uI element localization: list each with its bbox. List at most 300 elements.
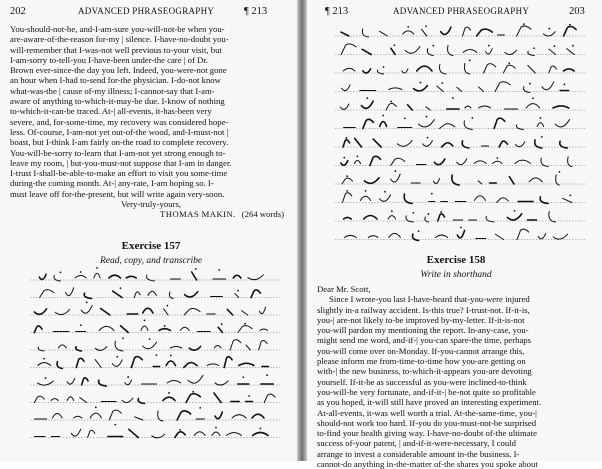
shorthand-stroke — [113, 291, 122, 297]
letter-text — [10, 24, 292, 220]
shorthand-stroke — [342, 85, 351, 91]
shorthand-vowel-dot — [471, 117, 473, 119]
shorthand-vowel-dot — [95, 406, 97, 408]
shorthand-stroke — [379, 195, 390, 202]
shorthand-vowel-dot — [540, 117, 542, 119]
text-line: Brown ever-since-the day you left. Indeed, you-were-not gone — [10, 65, 227, 76]
text-line: must leave off for-the-present, but will write again very-soon. — [10, 188, 225, 199]
shorthand-stroke — [402, 69, 408, 73]
shorthand-vowel-dot — [533, 47, 535, 49]
shorthand-stroke — [143, 342, 157, 349]
shorthand-vowel-dot — [248, 395, 250, 397]
text-line: I-trust I-shall-be-able-to-make an effort to visit you some-time — [10, 168, 228, 179]
shorthand-vowel-dot — [96, 267, 98, 269]
shorthand-vowel-dot — [529, 83, 531, 85]
shorthand-stroke — [377, 70, 383, 74]
shorthand-vowel-dot — [394, 44, 396, 46]
shorthand-stroke — [52, 414, 62, 418]
shorthand-stroke — [141, 326, 148, 331]
text-line: you-will come over on-Monday. If-you-cannot arrange this, — [317, 345, 525, 356]
shorthand-stroke — [380, 31, 388, 36]
text-line: an hour when I-had to-send for-the physician. I-do-not know — [10, 75, 221, 86]
shorthand-stroke — [235, 294, 239, 298]
shorthand-stroke — [260, 329, 268, 331]
shorthand-stroke — [170, 346, 182, 348]
shorthand-stroke — [528, 51, 534, 55]
shorthand-stroke — [494, 118, 505, 128]
shorthand-stroke — [259, 341, 268, 350]
shorthand-stroke — [344, 235, 356, 237]
shorthand-stroke — [457, 159, 467, 165]
shorthand-vowel-dot — [164, 325, 166, 327]
shorthand-stroke — [373, 139, 381, 147]
shorthand-stroke — [442, 143, 453, 147]
left-page-number: 202 — [10, 6, 26, 17]
shorthand-stroke — [207, 364, 219, 366]
shorthand-stroke — [115, 341, 123, 351]
shorthand-vowel-dot — [391, 210, 393, 212]
shorthand-stroke — [167, 380, 180, 383]
shorthand-stroke — [549, 66, 557, 73]
shorthand-stroke — [389, 88, 402, 90]
shorthand-outlines — [335, 24, 585, 254]
shorthand-vowel-dot — [572, 45, 574, 47]
shorthand-stroke — [226, 433, 241, 436]
shorthand-stroke — [526, 104, 539, 108]
shorthand-vowel-dot — [469, 59, 471, 61]
shorthand-stroke — [90, 413, 101, 418]
shorthand-stroke — [94, 273, 100, 278]
shorthand-stroke — [493, 161, 502, 163]
shorthand-vowel-dot — [346, 190, 348, 192]
shorthand-stroke — [448, 45, 453, 55]
shorthand-stroke — [440, 124, 455, 129]
shorthand-stroke — [341, 161, 348, 166]
text-line: you-will pardon my mentioning the report. In-any-case, you- — [317, 325, 529, 336]
shorthand-vowel-dot — [179, 429, 181, 431]
text-line: are-aware-of-the-reason for-my | silence. I-have-no-doubt you- — [10, 34, 229, 45]
shorthand-stroke — [246, 345, 250, 350]
shorthand-stroke — [414, 86, 428, 91]
shorthand-vowel-dot — [195, 268, 197, 270]
shorthand-stroke — [355, 138, 362, 147]
shorthand-stroke — [99, 326, 114, 330]
shorthand-stroke — [251, 290, 260, 298]
exercise-158-subtitle: Write in shorthand — [420, 270, 492, 280]
shorthand-stroke — [214, 346, 221, 348]
shorthand-vowel-dot — [508, 62, 510, 64]
exercise-158-text — [317, 284, 597, 469]
shorthand-vowel-dot — [431, 193, 433, 195]
shorthand-stroke — [495, 234, 503, 239]
shorthand-stroke — [541, 158, 548, 166]
shorthand-vowel-dot — [426, 116, 428, 118]
shorthand-stroke — [186, 394, 200, 403]
shorthand-stroke — [184, 363, 197, 368]
shorthand-stroke — [553, 234, 567, 239]
text-line: please inform me from-time-to-time how you-are getting on — [317, 356, 526, 367]
shorthand-stroke — [81, 305, 92, 313]
shorthand-stroke — [479, 87, 484, 92]
shorthand-stroke — [380, 122, 387, 127]
shorthand-stroke — [370, 156, 381, 165]
shorthand-stroke — [563, 69, 574, 71]
shorthand-stroke — [125, 380, 132, 385]
shorthand-vowel-dot — [425, 25, 427, 27]
shorthand-vowel-dot — [366, 97, 368, 99]
shorthand-vowel-dot — [127, 376, 129, 378]
shorthand-vowel-dot — [554, 45, 556, 47]
shorthand-stroke — [259, 307, 265, 314]
shorthand-stroke — [364, 215, 377, 219]
shorthand-stroke — [495, 82, 510, 92]
shorthand-exercise-156-continued — [335, 24, 585, 254]
shorthand-stroke — [386, 103, 396, 110]
shorthand-stroke — [112, 360, 122, 367]
shorthand-stroke — [517, 26, 531, 36]
text-line: you-| are-not likely to-be improved by-my-letter. If-it-is-not — [317, 314, 525, 325]
text-line: will-remember that I-was-not well previous to-your visit, but — [10, 44, 222, 55]
shorthand-stroke — [109, 275, 121, 278]
shorthand-stroke — [464, 121, 472, 130]
shorthand-stroke — [405, 46, 420, 53]
shorthand-vowel-dot — [382, 115, 384, 117]
shorthand-vowel-dot — [488, 45, 490, 47]
shorthand-vowel-dot — [43, 358, 45, 360]
left-running-head: ADVANCED PHRASEOGRAPHY — [78, 6, 215, 16]
shorthand-vowel-dot — [218, 269, 220, 271]
shorthand-stroke — [363, 69, 371, 73]
shorthand-stroke — [437, 86, 444, 92]
shorthand-stroke — [51, 399, 58, 401]
left-section-mark: ¶ 213 — [244, 6, 268, 17]
shorthand-vowel-dot — [407, 26, 409, 28]
shorthand-vowel-dot — [563, 83, 565, 85]
shorthand-stroke — [135, 417, 143, 420]
shorthand-stroke — [152, 434, 165, 438]
text-line: during-the coming month. At-| any-rate, I-am hoping so. I- — [10, 178, 214, 189]
right-page — [307, 0, 602, 469]
shorthand-stroke — [507, 214, 521, 220]
shorthand-stroke — [549, 49, 556, 54]
shorthand-stroke — [34, 396, 44, 402]
salutation: Dear Mr. Scott, — [317, 284, 371, 294]
text-line: I-am-sorry to-tell-you I-have-been under-the care | of Dr. — [10, 54, 208, 65]
shorthand-vowel-dot — [221, 323, 223, 325]
shorthand-vowel-dot — [384, 191, 386, 193]
shorthand-stroke — [404, 194, 412, 203]
shorthand-stroke — [239, 363, 254, 365]
shorthand-stroke — [438, 214, 445, 221]
shorthand-stroke — [252, 414, 264, 418]
shorthand-stroke — [540, 197, 548, 204]
shorthand-vowel-dot — [215, 427, 217, 429]
shorthand-stroke — [264, 394, 275, 403]
shorthand-vowel-dot — [242, 376, 244, 378]
shorthand-stroke — [57, 362, 62, 369]
shorthand-vowel-dot — [569, 24, 571, 26]
shorthand-stroke — [143, 308, 153, 313]
shorthand-stroke — [423, 141, 433, 147]
shorthand-stroke — [230, 340, 241, 350]
shorthand-vowel-dot — [404, 117, 406, 119]
shorthand-stroke — [95, 347, 107, 351]
shorthand-vowel-dot — [496, 157, 498, 159]
shorthand-stroke — [463, 27, 471, 36]
shorthand-stroke — [391, 48, 395, 54]
shorthand-stroke — [516, 125, 523, 130]
shorthand-stroke — [553, 106, 569, 108]
shorthand-vowel-dot — [166, 305, 168, 307]
shorthand-vowel-dot — [60, 271, 62, 273]
shorthand-vowel-dot — [514, 210, 516, 212]
shorthand-stroke — [95, 360, 101, 368]
shorthand-stroke — [248, 275, 264, 280]
letter-closing: Very-truly-yours, — [120, 199, 182, 210]
shorthand-stroke — [109, 410, 121, 420]
right-running-head: ADVANCED PHRASEOGRAPHY — [393, 6, 530, 16]
shorthand-stroke — [535, 140, 542, 148]
shorthand-exercise-157 — [30, 268, 280, 454]
shorthand-stroke — [417, 66, 432, 71]
shorthand-vowel-dot — [428, 213, 430, 215]
shorthand-stroke — [38, 363, 51, 366]
shorthand-stroke — [122, 398, 133, 402]
shorthand-stroke — [517, 229, 529, 239]
shorthand-stroke — [218, 327, 222, 332]
text-line: success of-your patent, | and-if-it-were-necessary, I could — [317, 438, 516, 449]
right-page-header — [315, 6, 597, 20]
text-line: Since I wrote-you last I-have-heard that-you-were injured — [329, 294, 530, 305]
shorthand-vowel-dot — [452, 97, 454, 99]
shorthand-stroke — [212, 432, 220, 435]
shorthand-stroke — [388, 216, 396, 219]
shorthand-stroke — [440, 64, 446, 74]
shorthand-stroke — [542, 82, 554, 90]
shorthand-stroke — [360, 196, 370, 200]
shorthand-vowel-dot — [346, 175, 348, 177]
shorthand-stroke — [418, 120, 434, 127]
shorthand-vowel-dot — [259, 428, 261, 430]
shorthand-stroke — [354, 160, 360, 163]
text-line: severe, and, for-some-time, my recovery was considered hope- — [10, 116, 229, 127]
shorthand-stroke — [543, 32, 555, 36]
shorthand-stroke — [82, 378, 88, 385]
shorthand-stroke — [148, 291, 156, 295]
shorthand-stroke — [164, 309, 169, 315]
shorthand-stroke — [452, 175, 459, 185]
shorthand-stroke — [38, 347, 44, 351]
text-line: arrange to invest a considerable amount in-the business. I- — [317, 448, 520, 459]
shorthand-stroke — [192, 272, 197, 280]
shorthand-stroke — [163, 397, 175, 400]
text-line: slightly in-a railway accident. Is-this true? I-trust-not. If-it-is, — [317, 304, 530, 315]
left-page — [0, 0, 298, 461]
shorthand-stroke — [515, 142, 524, 147]
shorthand-vowel-dot — [460, 227, 462, 229]
shorthand-stroke — [426, 107, 430, 110]
shorthand-stroke — [403, 31, 414, 34]
shorthand-vowel-dot — [432, 45, 434, 47]
shorthand-vowel-dot — [441, 82, 443, 84]
signature-line — [10, 209, 292, 219]
shorthand-stroke — [362, 29, 368, 37]
shorthand-stroke — [567, 49, 574, 55]
text-line: You-should-not-be, and-I-am-sure you-will-not-be when you- — [10, 24, 225, 34]
shorthand-vowel-dot — [345, 137, 347, 139]
shorthand-stroke — [464, 63, 469, 74]
shorthand-stroke — [537, 123, 544, 127]
shorthand-stroke — [67, 378, 75, 384]
shorthand-stroke — [175, 432, 185, 438]
text-line: to-find your health giving way. I-have-no-doubt of-the ultimate — [317, 428, 537, 439]
text-line: You-will-be-sorry to-learn that I-am-not yet strong enough to- — [10, 147, 226, 158]
shorthand-stroke — [556, 175, 560, 185]
shorthand-stroke — [224, 357, 232, 368]
shorthand-stroke — [66, 288, 74, 296]
shorthand-stroke — [563, 198, 572, 202]
shorthand-stroke — [549, 211, 556, 222]
exercise-158-title: Exercise 158 — [426, 254, 486, 266]
text-line: should-not work too hard. If-you do you-must-not-be surprised — [317, 417, 537, 428]
shorthand-stroke — [188, 375, 203, 383]
shorthand-vowel-dot — [86, 302, 88, 304]
shorthand-vowel-dot — [192, 391, 194, 393]
shorthand-vowel-dot — [427, 137, 429, 139]
shorthand-stroke — [129, 429, 138, 437]
text-line: leave my room, | but-you-must-not suppose that I-am in danger. — [10, 157, 232, 168]
text-line: with-| the new business, to-which-it-appears you-are devoting — [317, 366, 532, 377]
shorthand-stroke — [342, 178, 353, 184]
shorthand-stroke — [341, 44, 356, 55]
shorthand-stroke — [397, 141, 412, 147]
text-line: aware of anything to-which-it-may-be due. I-know of nothing — [10, 96, 225, 107]
shorthand-outlines — [30, 268, 280, 454]
shorthand-vowel-dot — [365, 190, 367, 192]
shorthand-stroke — [40, 290, 54, 298]
shorthand-stroke — [242, 311, 248, 315]
shorthand-stroke — [391, 158, 405, 165]
shorthand-stroke — [474, 196, 485, 201]
shorthand-vowel-dot — [532, 97, 534, 99]
shorthand-stroke — [555, 120, 569, 127]
shorthand-vowel-dot — [80, 271, 82, 273]
shorthand-vowel-dot — [266, 374, 268, 376]
shorthand-vowel-dot — [559, 171, 561, 173]
shorthand-stroke — [391, 174, 401, 182]
shorthand-vowel-dot — [569, 194, 571, 196]
shorthand-stroke — [233, 275, 241, 278]
shorthand-stroke — [509, 177, 514, 184]
shorthand-stroke — [529, 178, 542, 182]
shorthand-stroke — [34, 309, 46, 314]
shorthand-stroke — [528, 65, 536, 73]
shorthand-stroke — [463, 50, 477, 53]
exercise-157-title: Exercise 157 — [121, 240, 181, 252]
shorthand-stroke — [34, 326, 42, 333]
shorthand-vowel-dot — [144, 320, 146, 322]
shorthand-vowel-dot — [548, 28, 550, 30]
shorthand-stroke — [478, 181, 482, 184]
shorthand-vowel-dot — [383, 66, 385, 68]
shorthand-stroke — [88, 430, 95, 437]
shorthand-vowel-dot — [116, 356, 118, 358]
shorthand-stroke — [76, 358, 84, 367]
shorthand-stroke — [343, 68, 355, 71]
shorthand-vowel-dot — [420, 82, 422, 84]
shorthand-stroke — [515, 160, 531, 163]
shorthand-stroke — [477, 29, 493, 36]
shorthand-stroke — [214, 393, 221, 402]
shorthand-stroke — [101, 308, 110, 315]
shorthand-stroke — [538, 233, 546, 239]
shorthand-vowel-dot — [523, 23, 525, 25]
shorthand-stroke — [499, 141, 507, 147]
shorthand-stroke — [441, 27, 451, 34]
shorthand-stroke — [76, 347, 82, 351]
shorthand-vowel-dot — [199, 407, 201, 409]
shorthand-stroke — [361, 101, 373, 108]
shorthand-stroke — [412, 234, 418, 240]
shorthand-stroke — [38, 381, 54, 385]
shorthand-vowel-dot — [149, 338, 151, 340]
shorthand-stroke — [169, 292, 173, 298]
shorthand-stroke — [80, 398, 87, 403]
shorthand-stroke — [568, 157, 572, 167]
text-line: might send me word, and-if-| you-can spare-the time, perhaps — [317, 335, 532, 346]
shorthand-stroke — [74, 416, 82, 418]
shorthand-vowel-dot — [237, 290, 239, 292]
shorthand-stroke — [166, 361, 175, 365]
shorthand-stroke — [134, 292, 140, 298]
shorthand-stroke — [503, 65, 515, 73]
shorthand-stroke — [457, 230, 464, 237]
shorthand-stroke — [434, 179, 440, 184]
shorthand-stroke — [84, 293, 91, 298]
shorthand-stroke — [215, 412, 222, 419]
shorthand-vowel-dot — [122, 337, 124, 339]
shorthand-stroke — [138, 398, 144, 403]
shorthand-vowel-dot — [541, 136, 543, 138]
signature: THOMAS MAKIN. — [160, 209, 236, 220]
text-line: yourself. If-it-be as successful as you-were inclined-to-think — [317, 376, 527, 387]
text-line: as you hoped, it-will still have proved an interesting experiment. — [317, 397, 542, 408]
shorthand-vowel-dot — [412, 212, 414, 214]
text-line: to-which-it-can-be traced. At-| all-events, it-has-been very — [10, 106, 212, 117]
shorthand-stroke — [184, 309, 200, 315]
shorthand-stroke — [425, 217, 429, 222]
left-page-header — [10, 6, 292, 20]
shorthand-stroke — [484, 64, 496, 73]
shorthand-vowel-dot — [394, 170, 396, 172]
shorthand-stroke — [457, 87, 462, 91]
shorthand-stroke — [238, 326, 252, 333]
shorthand-stroke — [39, 274, 46, 279]
shorthand-stroke — [368, 236, 378, 238]
shorthand-stroke — [364, 178, 379, 184]
shorthand-stroke — [189, 346, 200, 350]
shorthand-vowel-dot — [80, 324, 82, 326]
shorthand-stroke — [177, 411, 191, 420]
shorthand-stroke — [474, 161, 486, 164]
exercise-157-subtitle: Read, copy, and transcribe — [99, 256, 203, 266]
shorthand-stroke — [158, 411, 163, 421]
shorthand-stroke — [421, 29, 426, 36]
shorthand-vowel-dot — [168, 392, 170, 394]
shorthand-stroke — [55, 309, 69, 314]
shorthand-stroke — [340, 104, 349, 109]
shorthand-stroke — [58, 345, 66, 348]
